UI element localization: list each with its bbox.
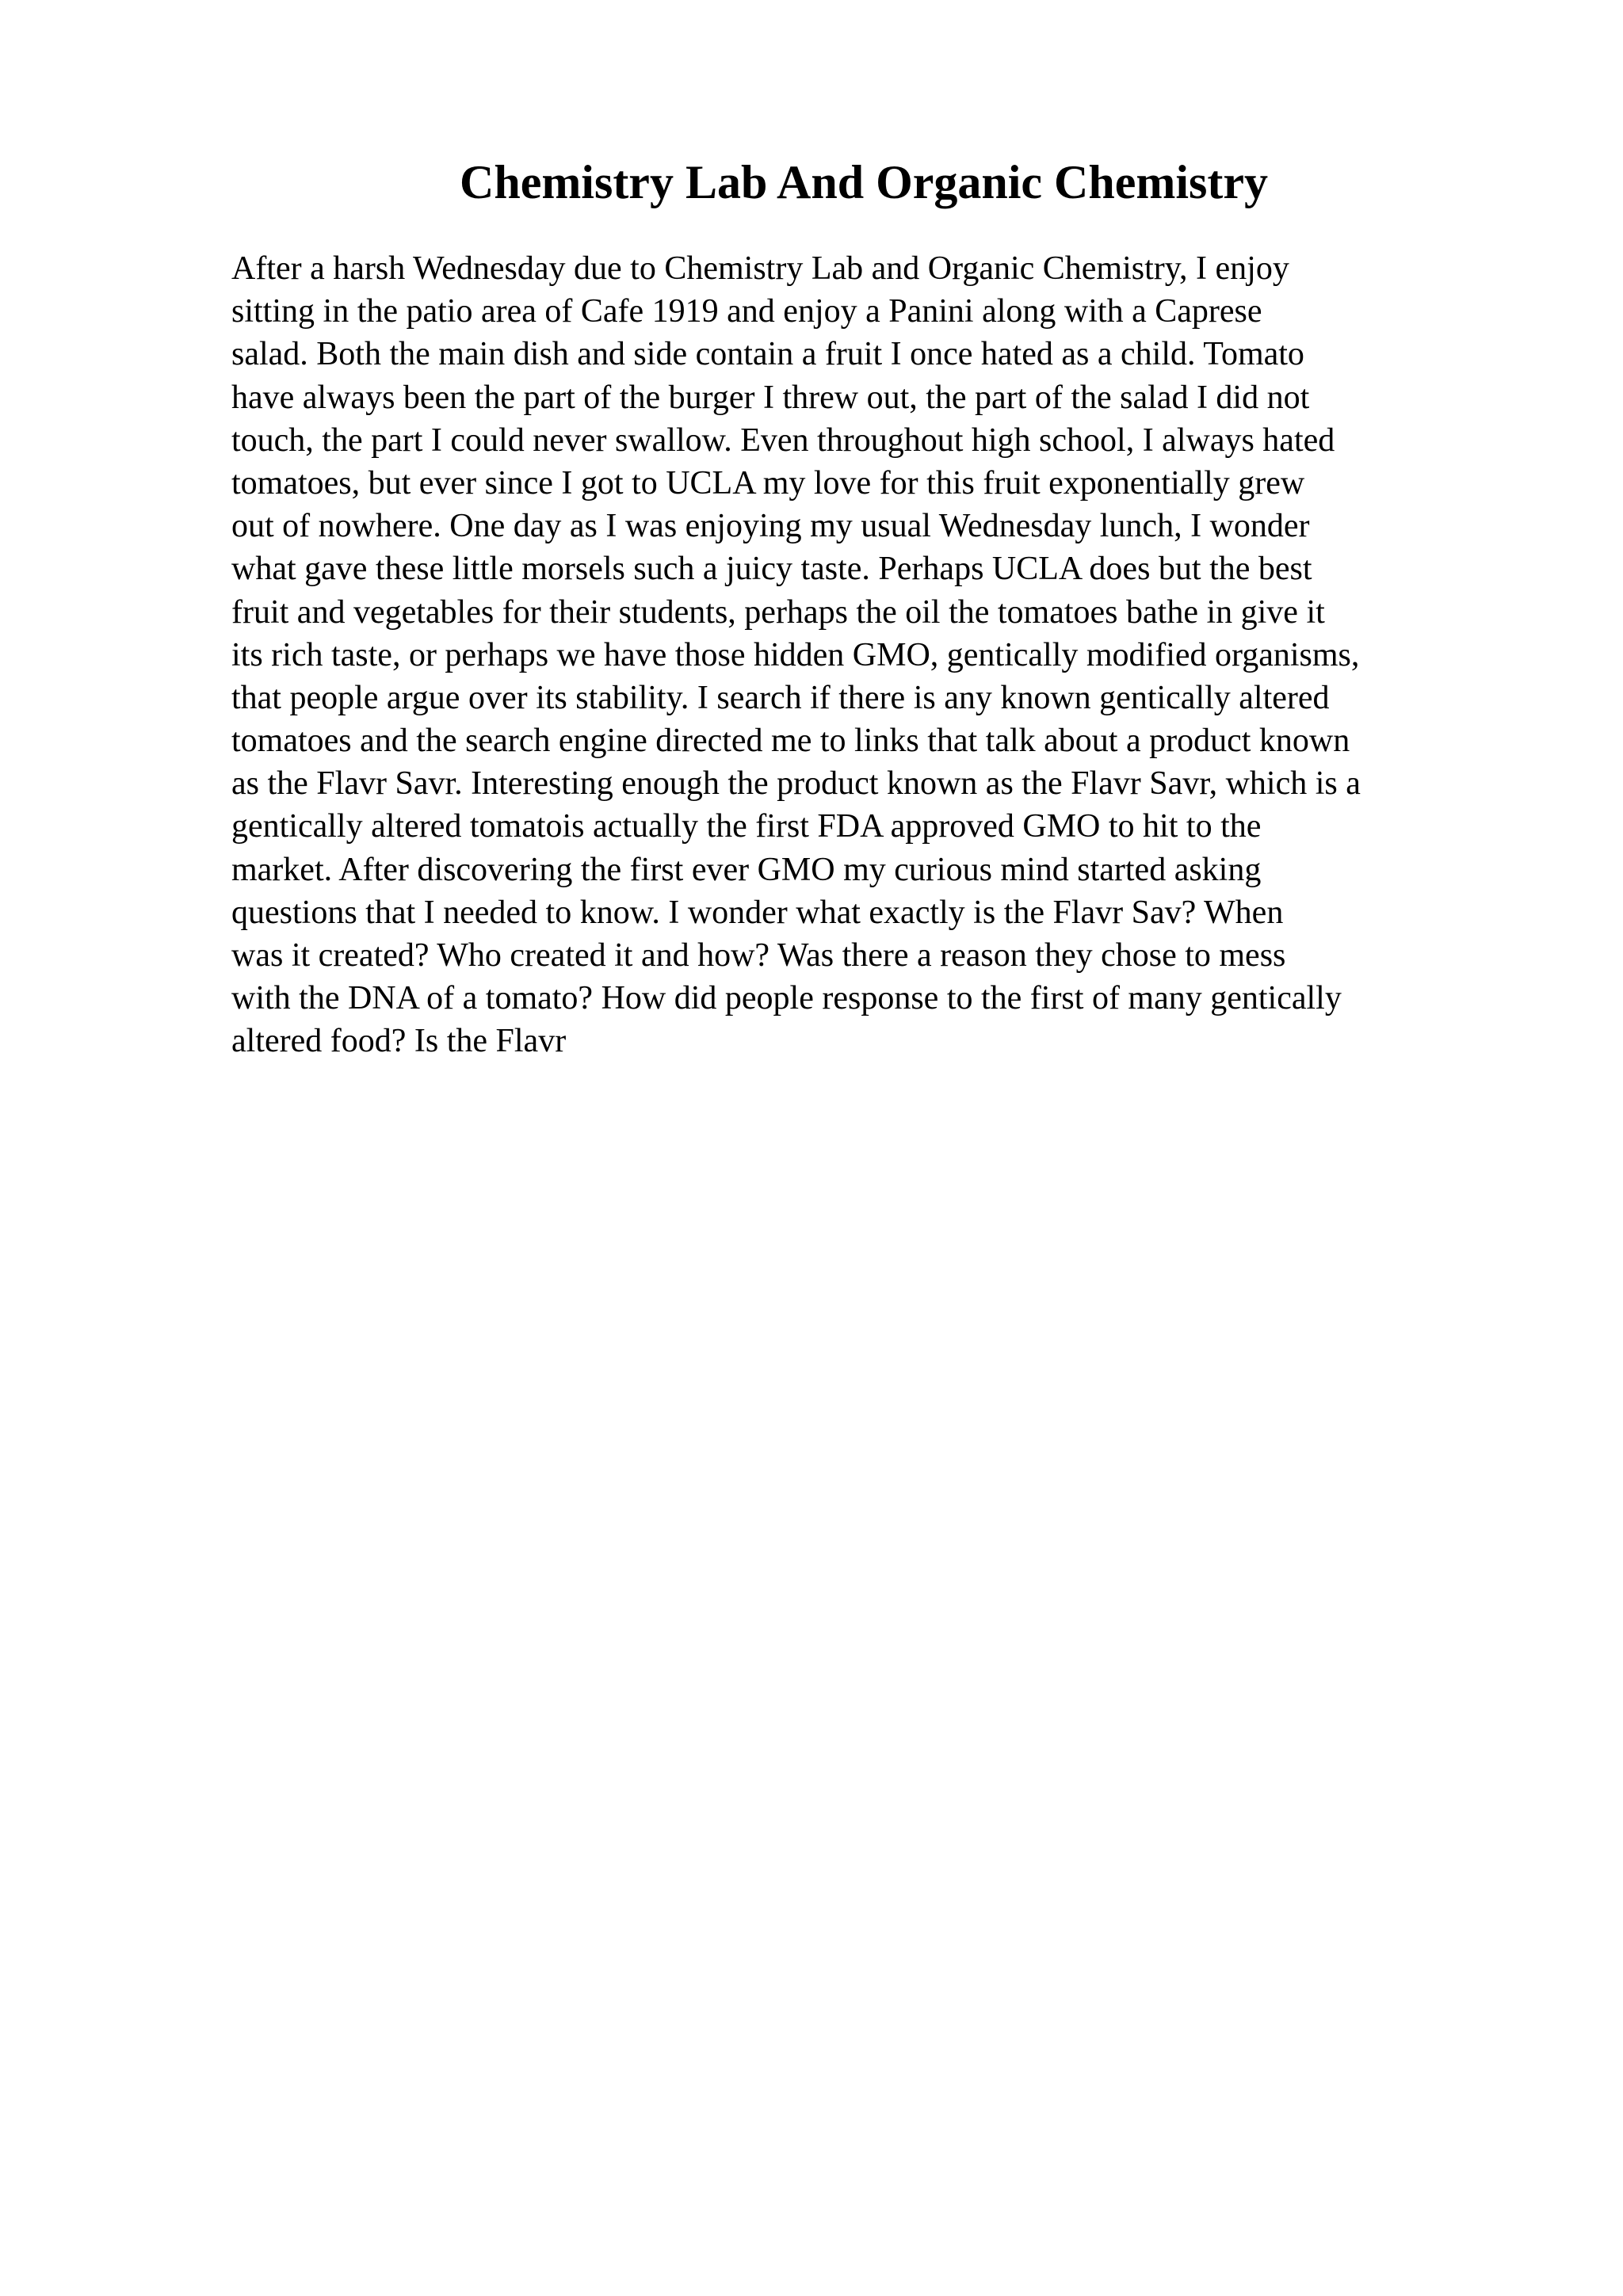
paragraph-line: sitting in the patio area of Cafe 1919 and enjoy a Panini along with a Caprese [231,293,1262,330]
paragraph-line: fruit and vegetables for their students, perhaps the oil the tomatoes bathe in give it [231,593,1325,631]
paragraph-line: have always been the part of the burger I threw out, the part of the salad I did not [231,379,1310,416]
paragraph-line: was it created? Who created it and how? Was there a reason they chose to mess [231,937,1286,974]
paragraph-line: gentically altered tomatois actually the first FDA approved GMO to hit to the [231,808,1262,845]
paragraph-line: with the DNA of a tomato? How did people response to the first of many gentically [231,980,1342,1017]
paragraph-line: market. After discovering the first ever GMO my curious mind started asking [231,851,1262,888]
paragraph-line: what gave these little morsels such a juicy taste. Perhaps UCLA does but the best [231,551,1312,588]
paragraph-line: as the Flavr Savr. Interesting enough the product known as the Flavr Savr, which is a [231,765,1361,803]
body-paragraph [231,247,1594,1063]
paragraph-line: out of nowhere. One day as I was enjoying my usual Wednesday lunch, I wonder [231,508,1310,545]
paragraph-line: that people argue over its stability. I search if there is any known gentically altered [231,679,1330,716]
paragraph-line: tomatoes and the search engine directed me to links that talk about a product known [231,723,1350,760]
paragraph-line: touch, the part I could never swallow. Even throughout high school, I always hated [231,421,1335,459]
paragraph-line: its rich taste, or perhaps we have those hidden GMO, gentically modified organisms, [231,636,1360,673]
paragraph-line: altered food? Is the Flavr [231,1023,567,1060]
paragraph-line: salad. Both the main dish and side contain a fruit I once hated as a child. Tomato [231,336,1304,373]
document-title: Chemistry Lab And Organic Chemistry [460,156,1268,208]
paragraph-line: After a harsh Wednesday due to Chemistry Lab and Organic Chemistry, I enjoy [231,250,1289,287]
paragraph-line: questions that I needed to know. I wonder what exactly is the Flavr Sav? When [231,894,1284,931]
paragraph-line: tomatoes, but ever since I got to UCLA my love for this fruit exponentially grew [231,464,1305,502]
